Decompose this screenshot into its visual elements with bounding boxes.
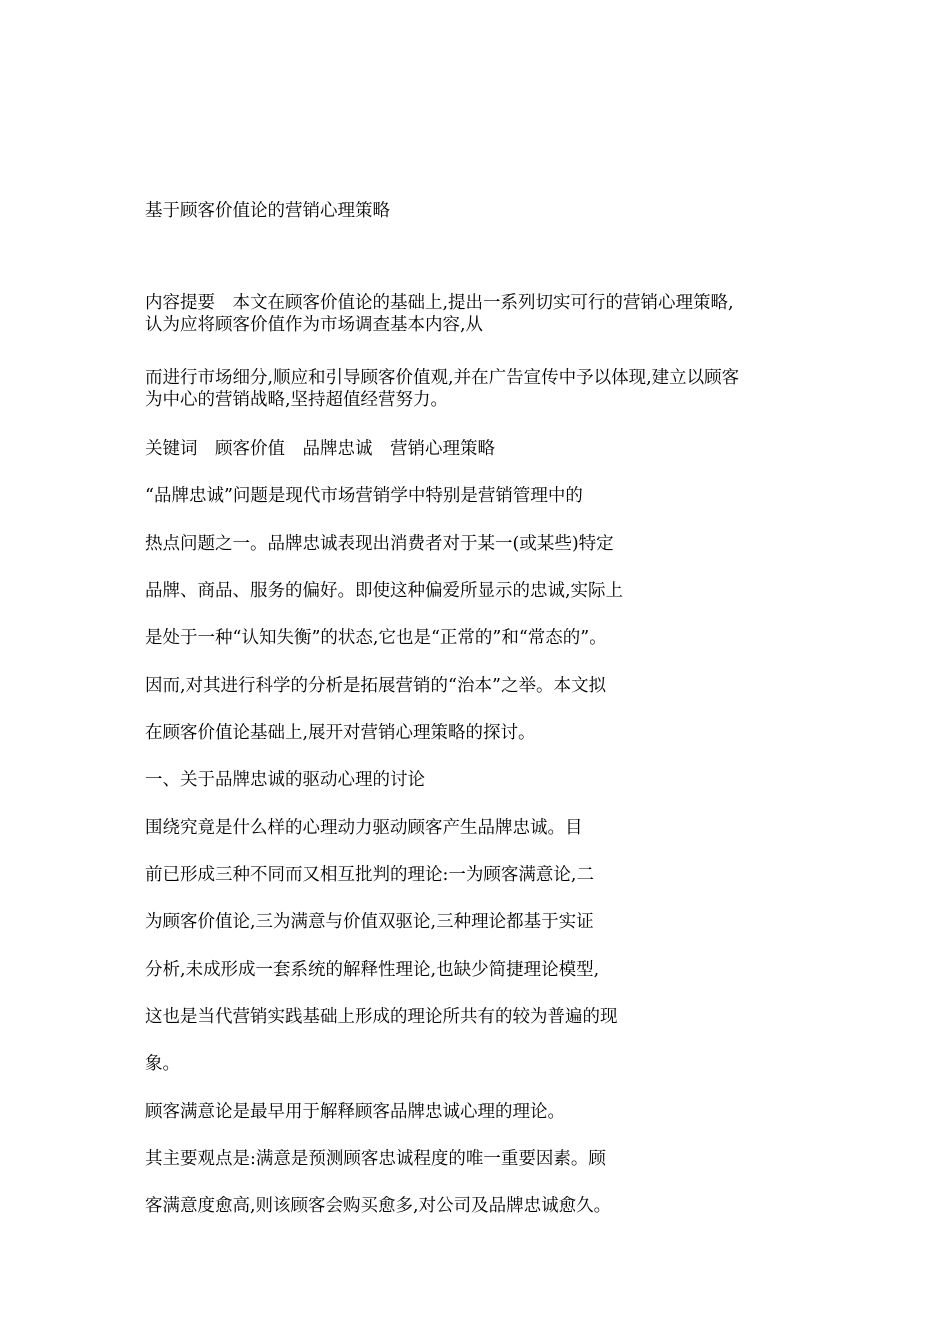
abstract-cont-line-1: 而进行市场细分,顺应和引导顾客价值观,并在广告宣传中予以体现,建立以顾客: [145, 368, 740, 388]
abstract-line-2: 认为应将顾客价值作为市场调查基本内容,从: [145, 315, 484, 335]
abstract-continuation: [145, 367, 815, 411]
abstract-line-1: 内容提要 本文在顾客价值论的基础上,提出一系列切实可行的营销心理策略,: [145, 293, 734, 313]
body-line: 分析,未成形成一套系统的解释性理论,也缺少简捷理论模型,: [145, 960, 600, 980]
body-line: 围绕究竟是什么样的心理动力驱动顾客产生品牌忠诚。目: [145, 818, 583, 838]
body-line: 象。: [145, 1054, 180, 1074]
body-line: 客满意度愈高,则该顾客会购买愈多,对公司及品牌忠诚愈久。: [145, 1196, 612, 1216]
document-title: 基于顾客价值论的营销心理策略: [145, 201, 390, 221]
abstract-cont-line-2: 为中心的营销战略,坚持超值经营努力。: [145, 390, 449, 410]
body-line: 前已形成三种不同而又相互批判的理论:一为顾客满意论,二: [145, 865, 594, 885]
body-line: 是处于一种“认知失衡”的状态,它也是“正常的”和“常态的”。: [145, 628, 607, 648]
keywords-line: 关键词 顾客价值 品牌忠诚 营销心理策略: [145, 439, 495, 459]
body-line: 在顾客价值论基础上,展开对营销心理策略的探讨。: [145, 723, 536, 743]
body-line: 因而,对其进行科学的分析是拓展营销的“治本”之举。本文拟: [145, 676, 606, 696]
abstract-paragraph: [145, 292, 815, 336]
section-heading: 一、关于品牌忠诚的驱动心理的讨论: [145, 770, 425, 790]
body-line: 热点问题之一。品牌忠诚表现出消费者对于某一(或某些)特定: [145, 534, 614, 554]
body-line: 品牌、商品、服务的偏好。即使这种偏爱所显示的忠诚,实际上: [145, 581, 624, 601]
body-line: 其主要观点是:满意是预测顾客忠诚程度的唯一重要因素。顾: [145, 1149, 606, 1169]
body-line: 顾客满意论是最早用于解释顾客品牌忠诚心理的理论。: [145, 1102, 565, 1122]
body-line: “品牌忠诚”问题是现代市场营销学中特别是营销管理中的: [145, 486, 583, 506]
body-line: 为顾客价值论,三为满意与价值双驱论,三种理论都基于实证: [145, 912, 594, 932]
body-line: 这也是当代营销实践基础上形成的理论所共有的较为普遍的现: [145, 1007, 618, 1027]
